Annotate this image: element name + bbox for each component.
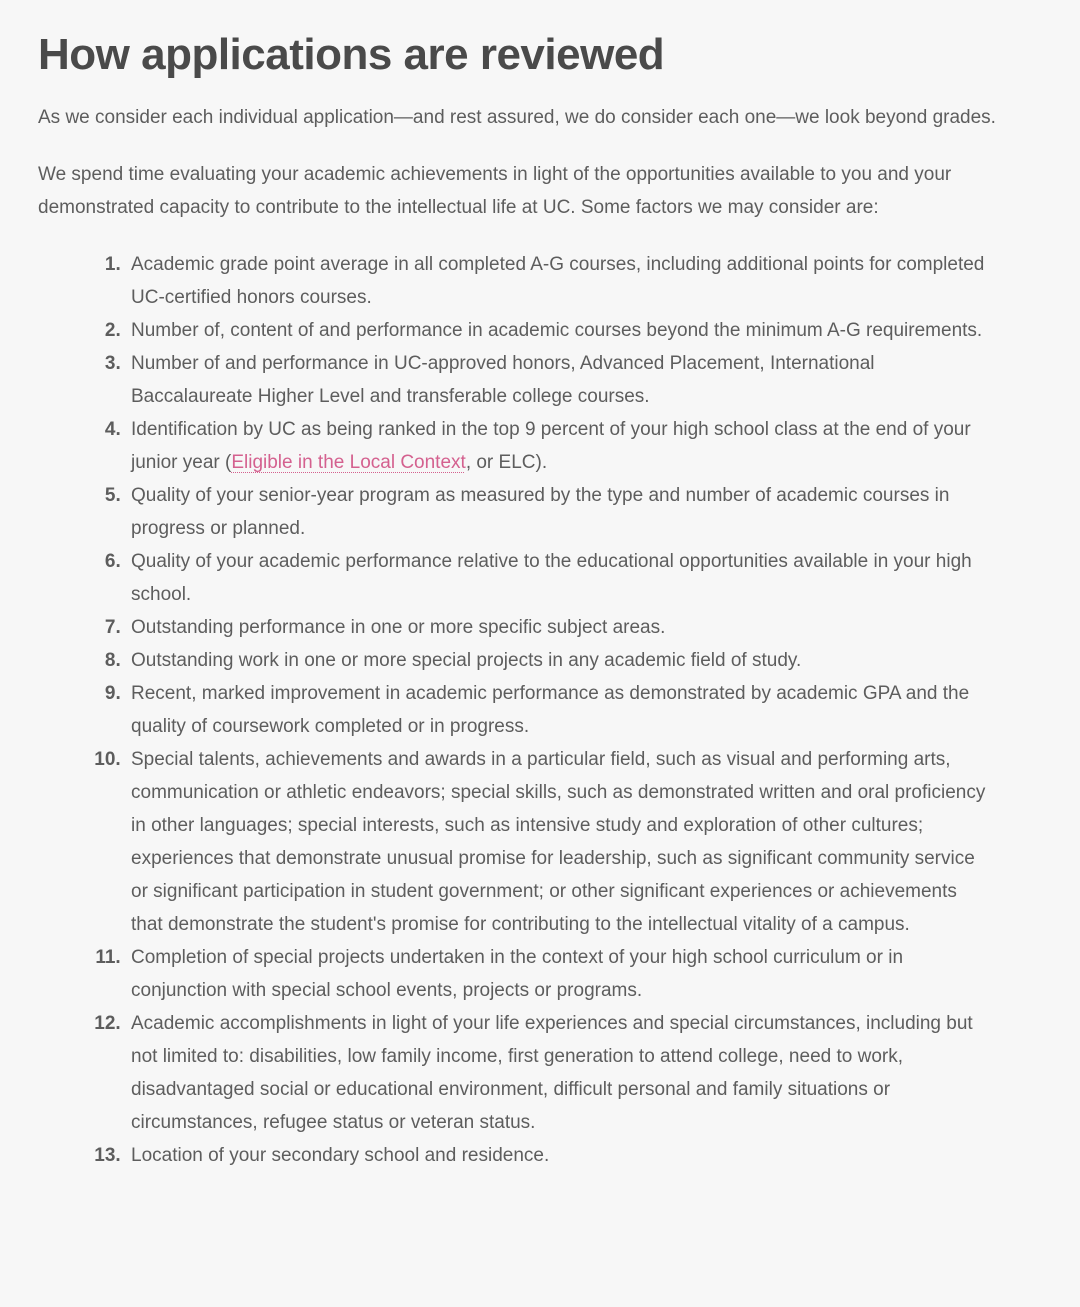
factors-list (38, 248, 1040, 1172)
list-item (126, 479, 991, 545)
list-item-text: , or ELC). (465, 451, 548, 473)
list-item-text: Recent, marked improvement in academic performance as demonstrated by academic GPA and the quality of coursework completed or in progress. (131, 682, 970, 737)
list-item-text: Completion of special projects undertaken in the context of your high school curriculum or in conjunction with special school events, projects or programs. (131, 946, 904, 1001)
list-item-text: Academic grade point average in all completed A-G courses, including additional points for completed UC-certified honors courses. (131, 253, 985, 308)
list-item-text: Quality of your academic performance relative to the educational opportunities available in your high school. (131, 550, 972, 605)
list-item-text: Location of your secondary school and residence. (131, 1144, 550, 1166)
list-item (126, 941, 991, 1007)
list-item-text: Outstanding performance in one or more specific subject areas. (131, 616, 666, 638)
intro-paragraph-1: As we consider each individual application—and rest assured, we do consider each one—we look beyond grades. (38, 106, 996, 128)
intro-paragraph-2: We spend time evaluating your academic achievements in light of the opportunities available to you and your demonstrated capacity to contribute to the intellectual life at UC. Some factors we may consider are: (38, 163, 952, 218)
list-item-text: Identification by UC as being ranked in the top 9 percent of your high school class at the end of your junior year ( (131, 418, 971, 473)
list-item (126, 644, 991, 677)
list-item (126, 1007, 991, 1139)
list-item (126, 347, 991, 413)
list-item-text: Number of, content of and performance in academic courses beyond the minimum A-G requirements. (131, 319, 983, 341)
list-item (126, 413, 991, 479)
list-item-text: Quality of your senior-year program as measured by the type and number of academic courses in progress or planned. (131, 484, 950, 539)
list-item-text: Academic accomplishments in light of your life experiences and special circumstances, including but not limited to: disabilities, low family income, first generation to attend college, need to work, disadvantaged social or educational environment, difficult personal and family situations or circumstances, refugee status or veteran status. (131, 1012, 973, 1133)
list-item (126, 545, 991, 611)
list-item (126, 677, 991, 743)
list-item-text: Outstanding work in one or more special projects in any academic field of study. (131, 649, 802, 671)
list-item-text: Special talents, achievements and awards in a particular field, such as visual and performing arts, communication or athletic endeavors; special skills, such as demonstrated written and oral proficiency in other languages; special interests, such as intensive study and exploration of other cultures; experiences that demonstrate unusual promise for leadership, such as significant community service or significant participation in student government; or other significant experiences or achievements that demonstrate the student's promise for contributing to the intellectual vitality of a campus. (131, 748, 986, 935)
list-item (126, 248, 991, 314)
elc-link[interactable]: Eligible in the Local Context (231, 451, 466, 473)
list-item (126, 314, 991, 347)
list-item (126, 743, 991, 941)
list-item (126, 611, 991, 644)
page-title: How applications are reviewed (38, 30, 665, 79)
list-item-text: Number of and performance in UC-approved honors, Advanced Placement, International Baccalaureate Higher Level and transferable college courses. (131, 352, 875, 407)
list-item (126, 1139, 991, 1172)
